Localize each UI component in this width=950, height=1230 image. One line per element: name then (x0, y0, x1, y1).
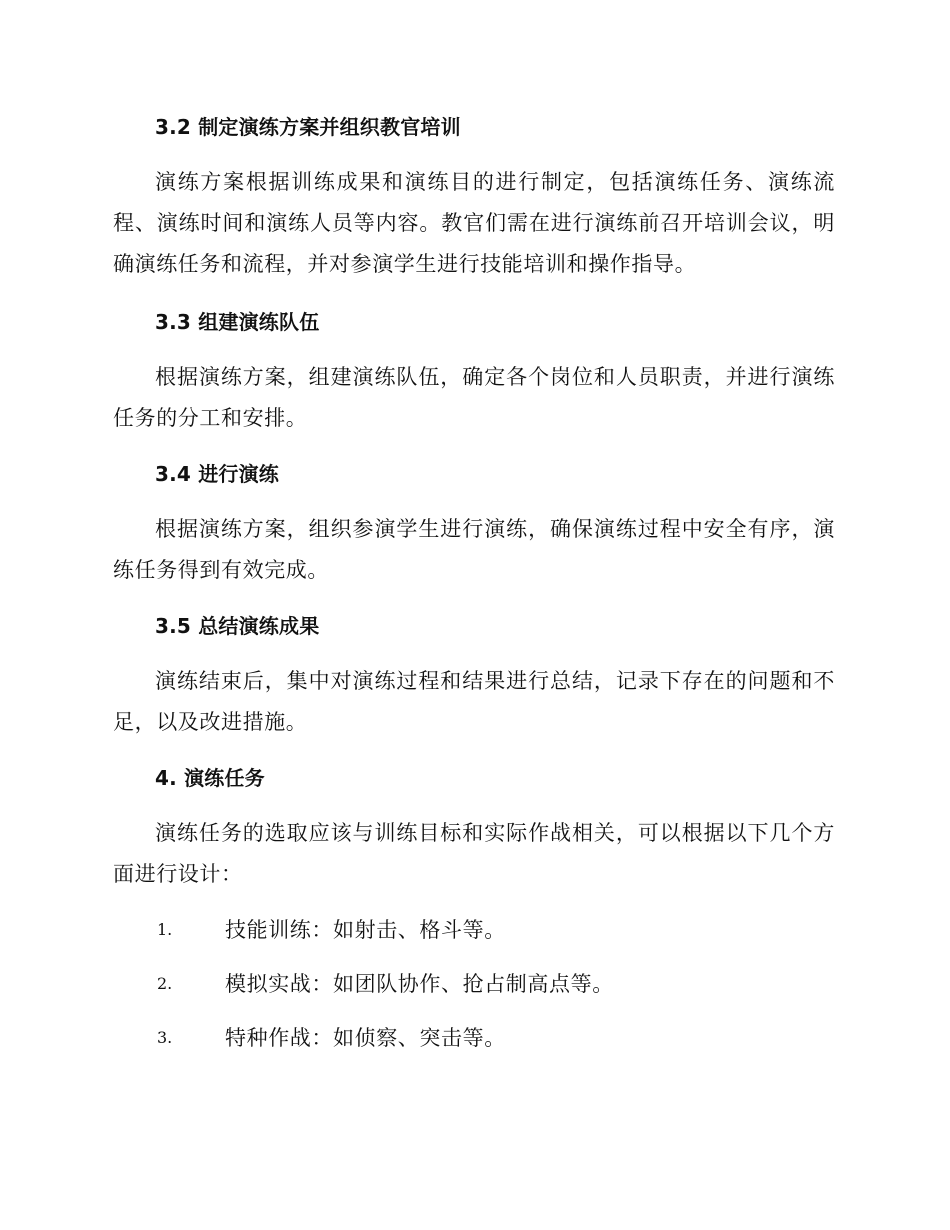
section-paragraph-3-4: 根据演练方案，组织参演学生进行演练，确保演练过程中安全有序，演练任务得到有效完成。 (113, 517, 835, 582)
section-paragraph-3-2: 演练方案根据训练成果和演练目的进行制定，包括演练任务、演练流程、演练时间和演练人员等内容。教官们需在进行演练前召开培训会议，明确演练任务和流程，并对参演学生进行技能培训和操作指导。 (113, 170, 835, 276)
list-item-number: 2. (157, 974, 173, 993)
list-item-text: 技能训练：如射击、格斗等。 (225, 918, 506, 942)
list-item-text: 特种作战：如侦察、突击等。 (225, 1026, 506, 1050)
section-heading-3-4: 3.4 进行演练 (155, 462, 279, 486)
section-heading-3-3: 3.3 组建演练队伍 (155, 310, 320, 334)
list-item-text: 模拟实战：如团队协作、抢占制高点等。 (225, 972, 614, 996)
section-heading-3-5: 3.5 总结演练成果 (155, 614, 320, 638)
list-item-number: 1. (157, 920, 173, 939)
section-paragraph-3-5: 演练结束后，集中对演练过程和结果进行总结，记录下存在的问题和不足，以及改进措施。 (113, 669, 835, 734)
section-heading-3-2: 3.2 制定演练方案并组织教官培训 (155, 115, 461, 139)
section-paragraph-4: 演练任务的选取应该与训练目标和实际作战相关，可以根据以下几个方面进行设计： (113, 821, 835, 886)
section-paragraph-3-3: 根据演练方案，组建演练队伍，确定各个岗位和人员职责，并进行演练任务的分工和安排。 (113, 365, 835, 430)
section-heading-4: 4. 演练任务 (155, 766, 265, 790)
list-item-number: 3. (157, 1028, 173, 1047)
